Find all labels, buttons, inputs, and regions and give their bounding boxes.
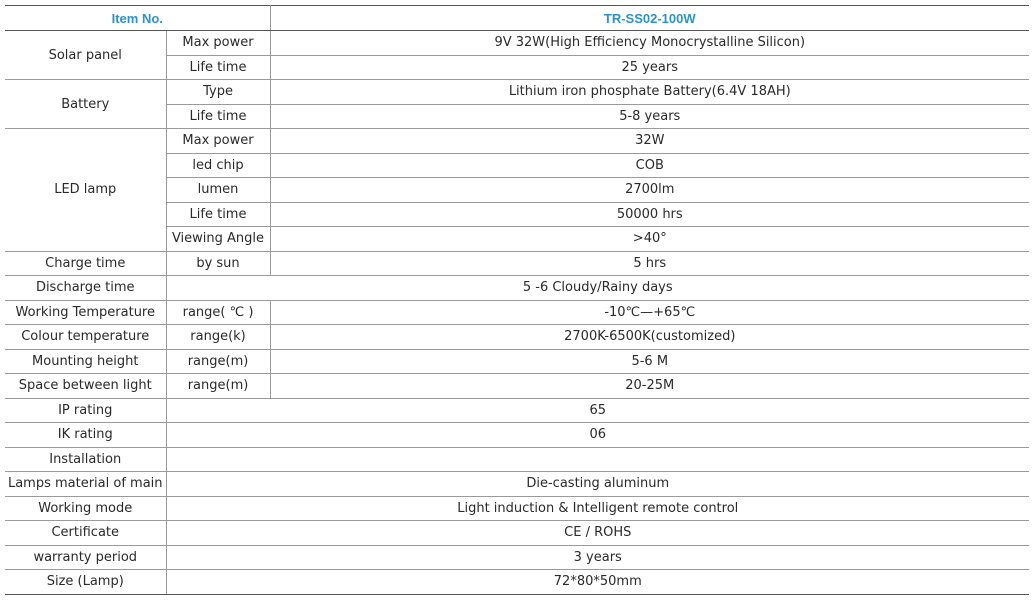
table-row [5, 545, 1029, 570]
table-row [5, 447, 1029, 472]
warranty-period-value: 3 years [166, 545, 1029, 570]
led-max-power-value: 32W [270, 129, 1029, 154]
table-row [5, 129, 1029, 154]
battery-life-time-label: Life time [166, 104, 270, 129]
table-row [5, 349, 1029, 374]
table-row [5, 496, 1029, 521]
working-mode-value: Light induction & Intelligent remote control [166, 496, 1029, 521]
colour-temperature-sub-label: range(k) [166, 325, 270, 350]
space-between-light-value: 20-25M [270, 374, 1029, 399]
working-temperature-sub-label: range( ℃ ) [166, 300, 270, 325]
certificate-value: CE / ROHS [166, 521, 1029, 546]
discharge-time-label: Discharge time [5, 276, 166, 301]
led-chip-value: COB [270, 153, 1029, 178]
discharge-time-value: 5 -6 Cloudy/Rainy days [166, 276, 1029, 301]
ik-rating-label: IK rating [5, 423, 166, 448]
colour-temperature-label: Colour temperature [5, 325, 166, 350]
warranty-period-label: warranty period [5, 545, 166, 570]
working-mode-label: Working mode [5, 496, 166, 521]
led-lumen-label: lumen [166, 178, 270, 203]
solar-life-time-value: 25 years [270, 55, 1029, 80]
ik-rating-value: 06 [166, 423, 1029, 448]
led-life-time-value: 50000 hrs [270, 202, 1029, 227]
lamps-material-value: Die-casting aluminum [166, 472, 1029, 497]
table-row [5, 570, 1029, 595]
size-lamp-value: 72*80*50mm [166, 570, 1029, 595]
working-temperature-label: Working Temperature [5, 300, 166, 325]
header-row [5, 6, 1029, 31]
led-max-power-label: Max power [166, 129, 270, 154]
lamps-material-label: Lamps material of main [5, 472, 166, 497]
table-row [5, 276, 1029, 301]
table-row [5, 374, 1029, 399]
model-number: TR-SS02-100W [270, 6, 1029, 31]
table-row [5, 251, 1029, 276]
size-lamp-label: Size (Lamp) [5, 570, 166, 595]
table-row [5, 300, 1029, 325]
mounting-height-sub-label: range(m) [166, 349, 270, 374]
table-row [5, 80, 1029, 105]
table-row [5, 31, 1029, 56]
colour-temperature-value: 2700K-6500K(customized) [270, 325, 1029, 350]
space-between-light-label: Space between light [5, 374, 166, 399]
battery-type-label: Type [166, 80, 270, 105]
table-row [5, 521, 1029, 546]
working-temperature-value: -10℃—+65℃ [270, 300, 1029, 325]
ip-rating-value: 65 [166, 398, 1029, 423]
led-chip-label: led chip [166, 153, 270, 178]
certificate-label: Certificate [5, 521, 166, 546]
solar-max-power-label: Max power [166, 31, 270, 56]
solar-max-power-value: 9V 32W(High Efficiency Monocrystalline Silicon) [270, 31, 1029, 56]
charge-time-sub-label: by sun [166, 251, 270, 276]
item-no-label: Item No. [5, 6, 270, 31]
led-lumen-value: 2700lm [270, 178, 1029, 203]
led-viewing-angle-value: >40° [270, 227, 1029, 252]
battery-life-time-value: 5-8 years [270, 104, 1029, 129]
charge-time-value: 5 hrs [270, 251, 1029, 276]
mounting-height-value: 5-6 M [270, 349, 1029, 374]
ip-rating-label: IP rating [5, 398, 166, 423]
led-viewing-angle-label: Viewing Angle [166, 227, 270, 252]
table-row [5, 423, 1029, 448]
spec-table [5, 5, 1029, 595]
battery-label: Battery [5, 80, 166, 129]
battery-type-value: Lithium iron phosphate Battery(6.4V 18AH) [270, 80, 1029, 105]
table-row [5, 472, 1029, 497]
mounting-height-label: Mounting height [5, 349, 166, 374]
installation-label: Installation [5, 447, 166, 472]
space-between-light-sub-label: range(m) [166, 374, 270, 399]
table-row [5, 325, 1029, 350]
solar-panel-label: Solar panel [5, 31, 166, 80]
led-lamp-label: LED lamp [5, 129, 166, 252]
table-row [5, 398, 1029, 423]
led-life-time-label: Life time [166, 202, 270, 227]
charge-time-label: Charge time [5, 251, 166, 276]
installation-value [166, 447, 1029, 472]
solar-life-time-label: Life time [166, 55, 270, 80]
